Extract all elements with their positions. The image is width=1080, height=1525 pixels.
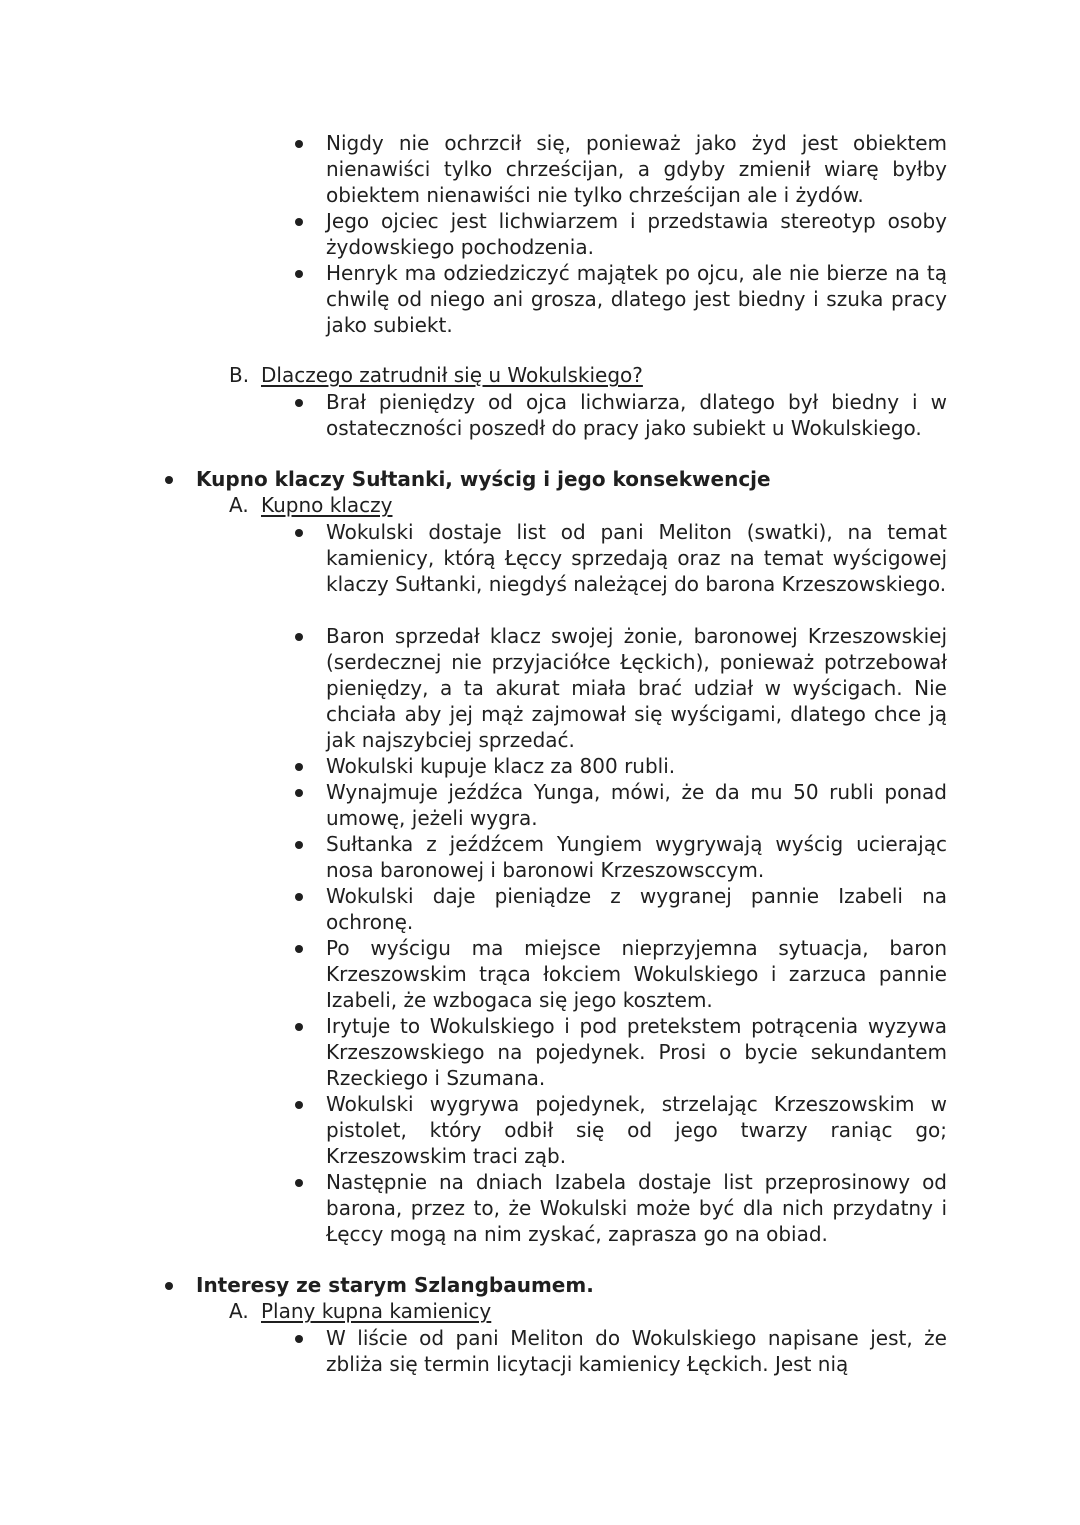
list-item: Sułtanka z jeźdźcem Yungiem wygrywają wyścig ucierając nosa baronowej i baronowi Krzeszowsccym. [326, 832, 947, 882]
bullet-icon [295, 399, 303, 407]
list-item: Wokulski daje pieniądze z wygranej pannie Izabeli na ochronę. [326, 884, 947, 934]
subheading-title: Kupno klaczy [261, 493, 393, 517]
bullet-icon [295, 633, 303, 641]
list-item: Wynajmuje jeźdźca Yunga, mówi, że da mu 50 rubli ponad umowę, jeżeli wygra. [326, 780, 947, 830]
bullet-icon [295, 893, 303, 901]
bullet-icon [295, 218, 303, 226]
list-item: Po wyścigu ma miejsce nieprzyjemna sytuacja, baron Krzeszowskim trąca łokciem Wokulskiego i zarzuca pannie Izabeli, że wzbogaca się jego kosztem. [326, 936, 947, 1012]
bullet-icon [295, 1179, 303, 1187]
bullet-icon [295, 945, 303, 953]
section-bullet-icon [165, 476, 173, 484]
bullet-icon [295, 140, 303, 148]
list-item: Następnie na dniach Izabela dostaje list przeprosinowy od barona, przez to, że Wokulski może być dla nich przydatny i Łęccy mogą na nim zyskać, zaprasza go na obiad. [326, 1170, 947, 1246]
list-item: Jego ojciec jest lichwiarzem i przedstawia stereotyp osoby żydowskiego pochodzenia. [326, 209, 947, 259]
subheading-letter: A. [229, 493, 249, 517]
section-bullet-icon [165, 1282, 173, 1290]
subheading-letter: A. [229, 1299, 249, 1323]
list-item: Wokulski wygrywa pojedynek, strzelając Krzeszowskim w pistolet, który odbił się od jego twarzy raniąc go; Krzeszowskim traci ząb. [326, 1092, 947, 1168]
section-title: Kupno klaczy Sułtanki, wyścig i jego konsekwencje [196, 467, 771, 491]
list-item: Nigdy nie ochrzcił się, ponieważ jako żyd jest obiektem nienawiści tylko chrześcijan, a gdyby zmienił wiarę byłby obiektem nienawiści nie tylko chrześcijan ale i żydów. [326, 131, 947, 207]
bullet-icon [295, 763, 303, 771]
list-item: Irytuje to Wokulskiego i pod pretekstem potrącenia wyzywa Krzeszowskiego na pojedynek. Prosi o bycie sekundantem Rzeckiego i Szumana. [326, 1014, 947, 1090]
bullet-icon [295, 1023, 303, 1031]
list-item: Brał pieniędzy od ojca lichwiarza, dlatego był biedny i w ostateczności poszedł do pracy jako subiekt u Wokulskiego. [326, 390, 947, 440]
bullet-icon [295, 1101, 303, 1109]
subheading-title: Dlaczego zatrudnił się u Wokulskiego? [261, 363, 643, 387]
list-item: Baron sprzedał klacz swojej żonie, baronowej Krzeszowskiej (serdecznej nie przyjaciółce Łęckich), ponieważ potrzebował pieniędzy, a ta akurat miała brać udział w wyścigach. Nie chciała aby jej mąż zajmował się wyścigami, dlatego chce ją jak najszybciej sprzedać. [326, 624, 947, 752]
bullet-icon [295, 270, 303, 278]
section-title: Interesy ze starym Szlangbaumem. [196, 1273, 594, 1297]
list-item: W liście od pani Meliton do Wokulskiego napisane jest, że zbliża się termin licytacji kamienicy Łęckich. Jest nią [326, 1326, 947, 1376]
subheading-letter: B. [229, 363, 250, 387]
list-item: Wokulski dostaje list od pani Meliton (swatki), na temat kamienicy, którą Łęccy sprzedają oraz na temat wyścigowej klaczy Sułtanki, niegdyś należącej do barona Krzeszowskiego. [326, 520, 947, 596]
bullet-icon [295, 841, 303, 849]
list-item: Wokulski kupuje klacz za 800 rubli. [326, 754, 676, 778]
bullet-icon [295, 789, 303, 797]
subheading-title: Plany kupna kamienicy [261, 1299, 492, 1323]
list-item: Henryk ma odziedziczyć majątek po ojcu, ale nie bierze na tą chwilę od niego ani grosza, dlatego jest biedny i szuka pracy jako subiekt. [326, 261, 947, 337]
bullet-icon [295, 1335, 303, 1343]
bullet-icon [295, 529, 303, 537]
